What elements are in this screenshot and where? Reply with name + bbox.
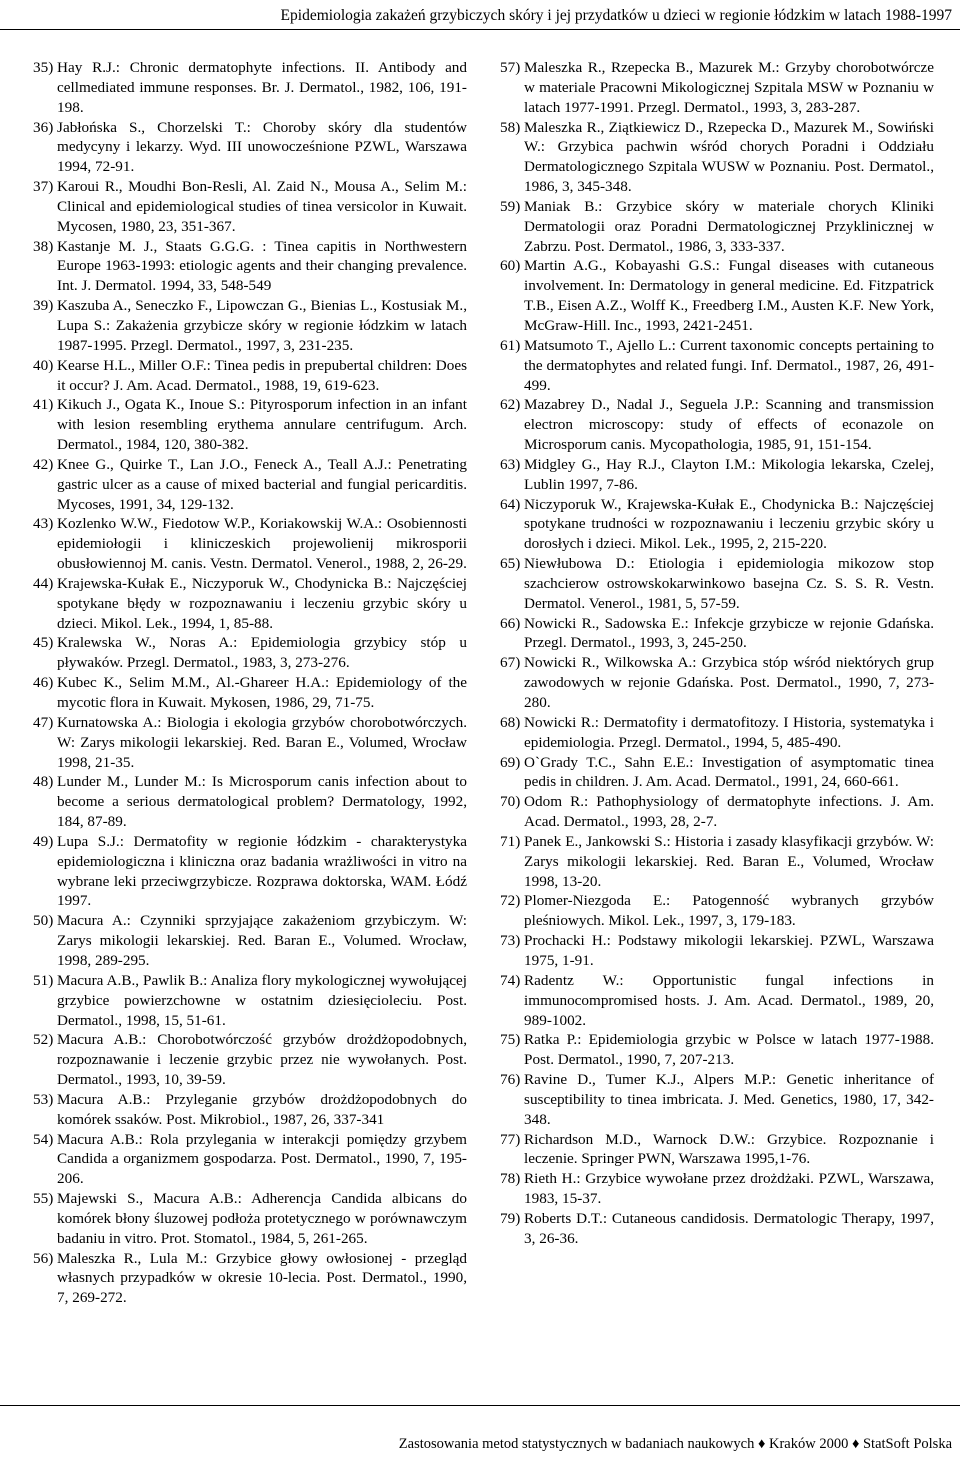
reference-text: Roberts D.T.: Cutaneous candidosis. Dermatologic Therapy, 1997, 3, 26-36.: [524, 1209, 934, 1247]
reference-number: 70): [500, 793, 525, 811]
reference-number: 51): [33, 971, 58, 989]
reference-item: [500, 753, 934, 793]
reference-text: Nowicki R., Wilkowska A.: Grzybica stóp wśród niektórych grup zawodowych w rejonie Gdańska. Post. Dermatol., 1990, 7, 273-280.: [524, 654, 934, 711]
reference-number: 60): [500, 257, 525, 275]
reference-text: Rieth H.: Grzybice wywołane przez drożdżaki. PZWL, Warszawa, 1983, 15-37.: [524, 1170, 934, 1208]
reference-item: [500, 971, 934, 1031]
reference-number: 61): [500, 336, 525, 354]
reference-text: Maleszka R., Lula M.: Grzybice głowy owłosionej - przegląd własnych przypadków w okresie 10-lecia. Post. Dermatol., 1990, 7, 269-272.: [57, 1249, 467, 1307]
reference-text: Plomer-Niezgoda E.: Patogenność wybranych grzybów pleśniowych. Mikol. Lek., 1997, 3, 179-183.: [524, 892, 934, 930]
reference-number: 55): [33, 1190, 58, 1208]
reference-item: [500, 1169, 934, 1209]
reference-item: [500, 614, 934, 654]
reference-item: [33, 296, 467, 356]
reference-number: 77): [500, 1130, 525, 1148]
reference-item: [500, 455, 934, 495]
reference-text: Lupa S.J.: Dermatofity w regionie łódzkim - charakterystyka epidemiologiczna i kliniczna oraz badania wrażliwości in vitro na wybrane leki przeciwgrzybicze. Rozprawa doktorska, WAM. Łódź 1997.: [57, 832, 467, 910]
reference-number: 57): [500, 59, 525, 76]
reference-text: Nowicki R.: Dermatofity i dermatofitozy. I Historia, systematyka i epidemiologia. Przegl. Dermatol., 1994, 5, 485-490.: [524, 713, 934, 751]
reference-text: Macura A.B.: Rola przylegania w interakcji pomiędzy grzybem Candida a organizmem gospodarza. Post. Dermatol., 1990, 7, 195-206.: [57, 1130, 467, 1188]
reference-number: 63): [500, 455, 525, 473]
header-title: Epidemiologia zakażeń grzybiczych skóry i jej przydatków u dzieci w regionie łódzkim w latach 1988-1997: [280, 7, 952, 24]
reference-text: Kurnatowska A.: Biologia i ekologia grzybów chorobotwórczych. W: Zarys mikologii lekarskiej. Red. Baran E., Volumed, Wrocław 1998, 21-35.: [57, 713, 467, 771]
reference-text: Kralewska W., Noras A.: Epidemiologia grzybicy stóp u pływaków. Przegl. Dermatol., 1983, 3, 273-276.: [57, 634, 467, 672]
reference-text: Maniak B.: Grzybice skóry w materiale chorych Kliniki Dermatologii oraz Poradni Dermatologicznej Przyklinicznej w Zabrzu. Post. Dermatol., 1986, 3, 333-337.: [524, 197, 934, 255]
reference-number: 38): [33, 237, 58, 255]
reference-number: 78): [500, 1170, 525, 1188]
reference-item: [33, 395, 467, 455]
reference-text: Macura A.B.: Chorobotwórczość grzybów drożdżopodobnych, rozpoznawanie i leczenie grzybic przez nie wywołanych. Post. Dermatol., 1993, 10, 39-59.: [57, 1031, 467, 1089]
reference-item: [500, 1130, 934, 1170]
references-right-column: [500, 58, 934, 1249]
reference-text: O`Grady T.C., Sahn E.E.: Investigation of asymptomatic tinea pedis in children. J. Am. Acad. Dermatol., 1991, 24, 660-661.: [524, 753, 934, 791]
reference-text: Ravine D., Tumer K.J., Alpers M.P.: Genetic inheritance of susceptibility to tinea imbricata. J. Med. Genetics, 1980, 17, 342-348.: [524, 1071, 934, 1128]
reference-text: Martin A.G., Kobayashi G.S.: Fungal diseases with cutaneous involvement. In: Dermatology in general medicine. Ed. Fitzpatrick T.B., Eisen A.Z., Wolff K., Freedberg I.M., Austen K.F. New York, McGraw-Hill. Inc., 1993, 2421-2451.: [524, 257, 934, 334]
reference-item: [33, 118, 467, 178]
reference-number: 66): [500, 614, 525, 632]
reference-item: [500, 495, 934, 555]
reference-item: [33, 356, 467, 396]
page-header: [0, 0, 960, 30]
reference-text: Macura A.B.: Przyleganie grzybów drożdżopodobnych do komórek ssaków. Post. Mikrobiol., 1987, 26, 337-341: [57, 1090, 467, 1128]
reference-text: Midgley G., Hay R.J., Clayton I.M.: Mikologia lekarska, Czelej, Lublin 1997, 7-86.: [524, 455, 934, 493]
reference-number: 45): [33, 634, 58, 652]
reference-number: 69): [500, 753, 525, 771]
reference-text: Kastanje M. J., Staats G.G.G. : Tinea capitis in Northwestern Europe 1963-1993: etiologic agents and their changing prevalence. Int. J. Dermatol. 1994, 33, 548-549: [57, 237, 467, 295]
reference-number: 64): [500, 495, 525, 513]
reference-text: Majewski S., Macura A.B.: Adherencja Candida albicans do komórek błony śluzowej podłoża protetycznego w porównawczym badaniu in vitro. Prot. Stomatol., 1984, 5, 261-265.: [57, 1190, 467, 1247]
reference-text: Macura A.B., Pawlik B.: Analiza flory mykologicznej wywołującej grzybice powierzchowne w ostatnim dziesięcioleciu. Post. Dermatol., 1998, 15, 51-61.: [57, 971, 467, 1029]
reference-number: 68): [500, 713, 525, 731]
reference-text: Kearse H.L., Miller O.F.: Tinea pedis in prepubertal children: Does it occur? J. Am. Acad. Dermatol., 1988, 19, 619-623.: [57, 356, 467, 394]
reference-number: 74): [500, 971, 525, 989]
reference-item: [500, 832, 934, 892]
reference-number: 37): [33, 178, 58, 196]
references-left-column: [33, 58, 467, 1308]
reference-text: Prochacki H.: Podstawy mikologii lekarskiej. PZWL, Warszawa 1975, 1-91.: [524, 932, 934, 969]
reference-number: 44): [33, 574, 58, 592]
reference-text: Niewłubowa D.: Etiologia i epidemiologia mikozow stop szachcierow ostrowskokarwinkowo basejna Cz. S. S. R. Vestn. Dermatol. Venerol., 1981, 5, 57-59.: [524, 555, 934, 612]
reference-text: Krajewska-Kułak E., Niczyporuk W., Chodynicka B.: Najczęściej spotykane błędy w rozpoznawaniu i leczeniu grzybic skóry u dzieci. Mikol. Lek., 1994, 1, 85-88.: [57, 574, 467, 632]
reference-item: [33, 514, 467, 574]
reference-number: 53): [33, 1090, 58, 1108]
reference-number: 42): [33, 455, 58, 473]
reference-item: [33, 772, 467, 832]
reference-item: [33, 971, 467, 1031]
reference-number: 46): [33, 674, 58, 692]
reference-item: [33, 911, 467, 971]
reference-text: Matsumoto T., Ajello L.: Current taxonomic concepts pertaining to the dermatophytes and related fungi. Inf. Dermatol., 1987, 26, 491-499.: [524, 336, 934, 394]
reference-item: [500, 58, 934, 118]
reference-number: 48): [33, 773, 58, 791]
reference-text: Mazabrey D., Nadal J., Seguela J.P.: Scanning and transmission electron microscopy: study of effects of econazole on Microsporum canis. Mycopathologia, 1985, 91, 151-154.: [524, 396, 934, 454]
reference-item: [33, 1130, 467, 1190]
reference-number: 47): [33, 713, 58, 731]
reference-number: 43): [33, 515, 58, 533]
reference-text: Karoui R., Moudhi Bon-Resli, Al. Zaid N., Mousa A., Selim M.: Clinical and epidemiological studies of tinea versicolor in Kuwait. Mycosen, 1980, 23, 351-367.: [57, 178, 467, 235]
reference-item: [500, 891, 934, 931]
reference-item: [500, 395, 934, 455]
reference-text: Nowicki R., Sadowska E.: Infekcje grzybicze w rejonie Gdańska. Przegl. Dermatol., 1993, 3, 245-250.: [524, 614, 934, 652]
reference-number: 36): [33, 118, 58, 136]
reference-number: 65): [500, 555, 525, 573]
reference-number: 52): [33, 1031, 58, 1049]
reference-item: [500, 653, 934, 713]
reference-item: [33, 574, 467, 634]
page-footer: [0, 1405, 960, 1457]
reference-number: 71): [500, 832, 525, 850]
reference-number: 59): [500, 197, 525, 215]
reference-item: [500, 713, 934, 753]
reference-text: Kubec K., Selim M.M., Al.-Ghareer H.A.: Epidemiology of the mycotic flora in Kuwait. Mykosen, 1986, 29, 71-75.: [57, 674, 467, 711]
reference-item: [33, 1249, 467, 1309]
reference-number: 67): [500, 654, 525, 672]
reference-item: [33, 633, 467, 673]
reference-item: [33, 673, 467, 713]
reference-item: [33, 832, 467, 911]
reference-text: Kikuch J., Ogata K., Inoue S.: Pityrosporum infection in an infant with lesion resembling erythema annulare centrifugum. Arch. Dermatol., 1984, 120, 380-382.: [57, 396, 467, 454]
reference-text: Odom R.: Pathophysiology of dermatophyte infections. J. Am. Acad. Dermatol., 1993, 28, 2-7.: [524, 793, 934, 831]
reference-text: Maleszka R., Ziątkiewicz D., Rzepecka D., Mazurek M., Sowiński W.: Grzybica pachwin wśród chorych Poradni i Oddziału Dermatologicznego Szpitala WUSW w Poznaniu. Post. Dermatol., 1986, 3, 345-348.: [524, 118, 934, 196]
reference-item: [500, 1070, 934, 1130]
reference-text: Radentz W.: Opportunistic fungal infections in immunocompromised hosts. J. Am. Acad. Dermatol., 1989, 20, 989-1002.: [524, 971, 934, 1029]
reference-item: [33, 1189, 467, 1249]
reference-item: [33, 1090, 467, 1130]
reference-item: [33, 713, 467, 773]
reference-text: Kaszuba A., Seneczko F., Lipowczan G., Bienias L., Kostusiak M., Lupa S.: Zakażenia grzybicze skóry w regionie łódzkim w latach 1987-1995. Przegl. Dermatol., 1997, 3, 231-235.: [57, 297, 467, 354]
reference-item: [33, 455, 467, 515]
reference-item: [500, 1209, 934, 1249]
reference-item: [33, 177, 467, 237]
reference-item: [500, 336, 934, 396]
reference-number: 41): [33, 396, 58, 414]
reference-item: [500, 197, 934, 257]
reference-number: 39): [33, 297, 58, 315]
reference-number: 49): [33, 832, 58, 850]
reference-item: [33, 58, 467, 118]
reference-text: Knee G., Quirke T., Lan J.O., Feneck A., Teall A.J.: Penetrating gastric ulcer as a cause of mixed bacterial and fungial pericarditis. Mycoses, 1991, 34, 129-132.: [57, 455, 467, 513]
footer-text: Zastosowania metod statystycznych w badaniach naukowych ♦ Kraków 2000 ♦ StatSoft Polska: [398, 1436, 952, 1452]
reference-number: 79): [500, 1209, 525, 1227]
reference-item: [500, 931, 934, 971]
reference-text: Maleszka R., Rzepecka B., Mazurek M.: Grzyby chorobotwórcze w materiale Pracowni Mikologicznej Szpitala MSW w Poznaniu w latach 1977-1991. Przegl. Dermatol., 1993, 3, 283-287.: [524, 59, 934, 116]
reference-number: 56): [33, 1249, 58, 1267]
reference-text: Jabłońska S., Chorzelski T.: Choroby skóry dla studentów medycyny i lekarzy. Wyd. III unowocześnione PZWL, Warszawa 1994, 72-91.: [57, 118, 467, 176]
reference-text: Lunder M., Lunder M.: Is Microsporum canis infection about to become a serious dermatological problem? Dermatology, 1992, 184, 87-89.: [57, 773, 467, 831]
reference-item: [500, 554, 934, 614]
reference-number: 75): [500, 1031, 525, 1049]
reference-item: [33, 1030, 467, 1090]
reference-text: Panek E., Jankowski S.: Historia i zasady klasyfikacji grzybów. W: Zarys mikologii lekarskiej. Red. Baran E., Volumed, Wrocław 1998, 13-20.: [524, 832, 934, 890]
reference-text: Hay R.J.: Chronic dermatophyte infections. II. Antibody and cellmediated immune responses. Br. J. Dermatol., 1982, 106, 191-198.: [57, 59, 467, 116]
reference-number: 62): [500, 396, 525, 414]
reference-item: [500, 256, 934, 335]
reference-number: 58): [500, 118, 525, 136]
reference-item: [33, 237, 467, 297]
reference-item: [500, 792, 934, 832]
reference-text: Niczyporuk W., Krajewska-Kułak E., Chodynicka B.: Najczęściej spotykane trudności w rozpoznawaniu i leczeniu grzybic skóry u dorosłych i dzieci. Mikol. Lek., 1995, 2, 215-220.: [524, 495, 934, 553]
reference-text: Richardson M.D., Warnock D.W.: Grzybice. Rozpoznanie i leczenie. Springer PWN, Warszawa 1995,1-76.: [524, 1130, 934, 1168]
reference-text: Ratka P.: Epidemiologia grzybic w Polsce w latach 1977-1988. Post. Dermatol., 1990, 7, 207-213.: [524, 1031, 934, 1069]
reference-number: 50): [33, 912, 58, 930]
reference-number: 54): [33, 1130, 58, 1148]
reference-number: 73): [500, 932, 525, 950]
reference-number: 35): [33, 59, 58, 76]
reference-text: Kozlenko W.W., Fiedotow W.P., Koriakowskij W.A.: Osobiennosti epidemiołogii i kliniczeskich projewolienij mikrosporii obusłowiennoj M. canis. Vestn. Dermatol. Venerol., 1988, 2, 26-29.: [57, 515, 467, 573]
reference-item: [500, 118, 934, 197]
reference-number: 76): [500, 1071, 525, 1089]
reference-item: [500, 1030, 934, 1070]
reference-text: Macura A.: Czynniki sprzyjające zakażeniom grzybiczym. W: Zarys mikologii lekarskiej. Red. Baran E., Volumed. Wrocław, 1998, 289-295.: [57, 912, 467, 969]
reference-number: 40): [33, 356, 58, 374]
reference-number: 72): [500, 892, 525, 910]
